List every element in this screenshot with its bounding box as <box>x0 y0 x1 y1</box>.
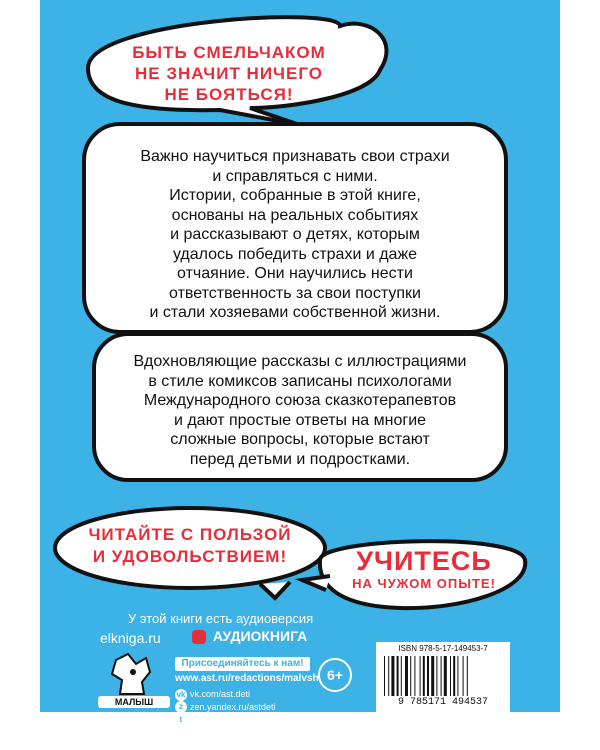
social-link-telegram[interactable]: t t.me/astdeti <box>175 713 276 726</box>
barcode-bar <box>467 656 468 696</box>
audio-site-link[interactable]: elkniga.ru <box>100 630 161 646</box>
audio-version-text: У этой книги есть аудиоверсия <box>128 611 314 626</box>
right-bubble-text: УЧИТЕСЬ НА ЧУЖОМ ОПЫТЕ! <box>352 546 496 591</box>
age-rating-badge: 6+ <box>318 658 352 692</box>
barcode-box <box>376 642 510 712</box>
barcode-bar <box>450 656 451 696</box>
barcode-bars <box>384 656 502 696</box>
left-bubble-text: ЧИТАЙТЕ С ПОЛЬЗОЙ И УДОВОЛЬСТВИЕМ! <box>88 525 292 566</box>
panel-2-text: Вдохновляющие рассказы с иллюстрациями в стиле комиксов записаны психологами Международного союза сказкотерапевтов и дают простые ответы на многие сложные вопросы, которые встают перед детьми и подростками. <box>133 353 467 468</box>
publisher-mascot-icon <box>98 650 168 700</box>
barcode-bar <box>427 656 429 696</box>
barcode-bar <box>384 656 385 696</box>
barcode-bar <box>397 656 399 696</box>
barcode-bar <box>436 656 437 696</box>
barcode-bar <box>410 656 411 696</box>
barcode-bar <box>457 656 458 696</box>
panel-1-text: Важно научиться признавать свои страхи и справляться с ними. Истории, собранные в этой книге, основаны на реальных событиях и рассказывают о детях, которым удалось победить страхи и даже отчаяние. Они научились нести ответственность за свои поступки и стали хозяевами собственной жизни. <box>140 148 450 321</box>
barcode-bar <box>453 656 455 696</box>
barcode-bar <box>401 656 402 696</box>
back-cover <box>40 0 560 725</box>
zen-icon: z <box>175 701 187 713</box>
isbn-text: ISBN 978-5-17-149453-7 <box>398 644 488 653</box>
audio-wave-icon <box>192 630 206 644</box>
barcode-bar <box>420 656 421 696</box>
barcode-bar <box>441 656 442 696</box>
publisher-logo-text: МАЛЫШ <box>98 696 170 708</box>
barcode-bar <box>463 656 464 696</box>
telegram-icon: t <box>175 714 187 726</box>
join-us-banner: Присоединяйтесь к нам! <box>175 657 310 671</box>
barcode-bar <box>444 656 447 696</box>
barcode-bar <box>431 656 434 696</box>
top-bubble-text: БЫТЬ СМЕЛЬЧАКОМ НЕ ЗНАЧИТ НИЧЕГО НЕ БОЯТЬСЯ! <box>132 43 326 104</box>
social-link-vk[interactable]: vk vk.com/ast.deti <box>176 689 251 699</box>
barcode-bar <box>405 656 408 696</box>
social-link-zen[interactable]: z zen.yandex.ru/astdeti <box>175 701 276 714</box>
barcode-bar <box>423 656 425 696</box>
barcode-bar <box>391 656 394 696</box>
audiokniga-logo: АУДИОКНИГА <box>192 628 307 644</box>
barcode-bar <box>414 656 415 696</box>
publisher-url[interactable]: www.ast.ru/redactions/malvsh <box>175 673 319 684</box>
barcode-bar <box>388 656 389 696</box>
social-links <box>175 688 276 726</box>
vk-icon: vk <box>176 689 186 699</box>
barcode-digits: 9 785171 494537 <box>397 697 488 708</box>
